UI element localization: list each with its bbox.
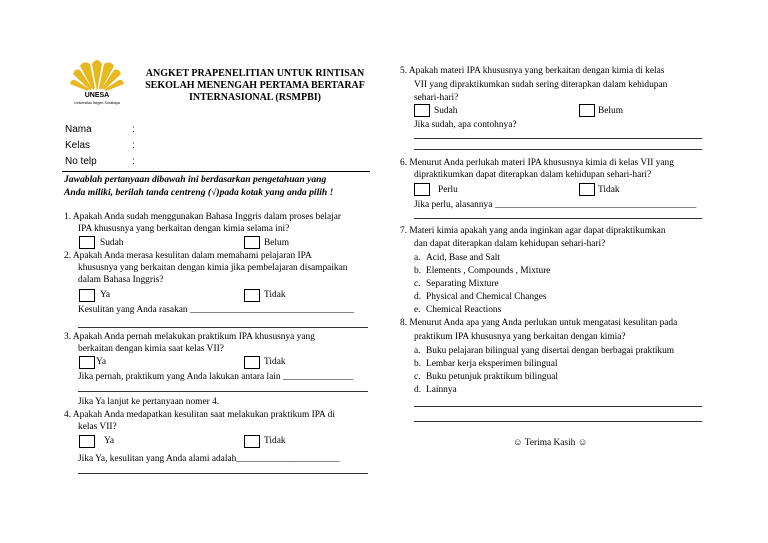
q7-line-2: dan dapat diterapkan dalam kehidupan sehari-hari? <box>414 239 606 249</box>
instruction-rule <box>62 171 370 172</box>
q1-option-sudah: Sudah <box>100 238 124 248</box>
logo-subtext: Universitas Negeri Surabaya <box>74 101 120 105</box>
field-label-telp: No telp <box>65 156 97 167</box>
q3-option-tidak: Tidak <box>264 357 286 367</box>
q4-option-tidak: Tidak <box>264 436 286 446</box>
q2-line-1: 2. Apakah Anda merasa kesulitan dalam memahami pelajaran IPA <box>64 251 312 261</box>
q2-answer-line[interactable] <box>78 327 368 328</box>
q3-followup[interactable]: Jika pernah, praktikum yang Anda lakukan antara lain _______________ <box>78 372 354 382</box>
q7-line-1: 7. Materi kimia apakah yang anda inginkan agar dapat dipraktikumkan <box>400 226 666 236</box>
q2-option-ya: Ya <box>100 290 110 300</box>
q4-answer-line[interactable] <box>78 473 368 474</box>
q8-line-1: 8. Menurut Anda apa yang Anda perlukan untuk mengatasi kesulitan pada <box>400 318 678 328</box>
q4-followup[interactable]: Jika Ya, kesulitan yang Anda alami adalah______________________ <box>78 454 340 464</box>
q8-option-b-letter: b. <box>414 359 422 369</box>
q5-answer-line-2[interactable] <box>414 149 702 150</box>
q8-option-a[interactable]: Buku pelajaran bilingual yang disertai dengan berbagai praktikum <box>426 346 675 356</box>
q2-line-2: khususnya yang berkaitan dengan kimia jika pembelajaran disampaikan <box>78 263 348 273</box>
q6-option-perlu: Perlu <box>438 185 458 195</box>
q8-line-2: praktikum IPA khususnya yang berkaitan dengan kimia? <box>414 332 626 342</box>
q1-line-1: 1. Apakah Anda sudah menggunakan Bahasa Inggris dalam proses belajar <box>64 212 342 222</box>
q6-answer-line[interactable] <box>414 218 702 219</box>
logo-text: UNESA <box>84 92 110 99</box>
q5-line-2: VII yang dipraktikumkan sudah sering diterapkan dalam kehidupan <box>414 80 668 90</box>
q7-option-b-letter: b. <box>414 266 422 276</box>
q5-answer-line-1[interactable] <box>414 138 702 139</box>
q3-checkbox-tidak[interactable] <box>244 356 260 369</box>
q6-option-tidak: Tidak <box>598 185 620 195</box>
q2-line-3: dalam Bahasa Inggris? <box>78 275 164 285</box>
q6-followup[interactable]: Jika perlu, alasannya ___________________________________________ <box>414 200 697 210</box>
thank-you-note: ☺ Terima Kasih ☺ <box>513 438 588 448</box>
q5-option-belum: Belum <box>598 106 623 116</box>
q2-checkbox-tidak[interactable] <box>244 289 260 302</box>
q7-option-d-letter: d. <box>414 292 422 302</box>
q1-option-belum: Belum <box>264 238 289 248</box>
q7-option-e[interactable]: Chemical Reactions <box>426 305 502 315</box>
q7-option-d[interactable]: Physical and Chemical Changes <box>426 292 547 302</box>
q1-checkbox-belum[interactable] <box>244 236 260 249</box>
unesa-logo-icon <box>68 52 126 94</box>
q3-skip-note: Jika Ya lanjut ke pertanyaan nomer 4. <box>78 397 220 407</box>
field-colon-kelas: : <box>132 140 135 151</box>
q4-checkbox-tidak[interactable] <box>244 435 260 448</box>
instruction-line-2: Anda miliki, berilah tanda centreng (√)pada kotak yang anda pilih ! <box>64 187 334 198</box>
instruction-line-1: Jawablah pertanyaan dibawah ini berdasarkan pengetahuan yang <box>64 174 327 185</box>
q5-checkbox-belum[interactable] <box>579 104 595 117</box>
q1-line-2: IPA khususnya yang berkaitan dengan kimia selama ini? <box>78 224 290 234</box>
q8-option-d[interactable]: Lainnya <box>426 385 457 395</box>
q6-line-2: dipraktikumkan dapat diterapkan dalam kehidupan sehari-hari? <box>414 170 652 180</box>
q3-line-2: berkaitan dengan kimia saat kelas VII? <box>78 344 224 354</box>
q8-option-c-letter: c. <box>414 372 421 382</box>
q7-option-c[interactable]: Separating Mixture <box>426 279 499 289</box>
q6-checkbox-perlu[interactable] <box>414 183 430 196</box>
q5-line-3: sehari-hari? <box>414 93 459 103</box>
q5-option-sudah: Sudah <box>434 106 458 116</box>
q8-option-b[interactable]: Lembar kerja eksperimen bilingual <box>426 359 558 369</box>
q4-checkbox-ya[interactable] <box>79 435 95 448</box>
q5-line-1: 5. Apakah materi IPA khususnya yang berkaitan dengan kimia di kelas <box>400 66 665 76</box>
q6-checkbox-tidak[interactable] <box>579 183 595 196</box>
q2-option-tidak: Tidak <box>264 290 286 300</box>
q8-answer-line-1[interactable] <box>414 406 702 407</box>
q6-line-1: 6. Menurut Anda perlukah materi IPA khususnya kimia di kelas VII yang <box>400 158 674 168</box>
q3-checkbox-ya[interactable] <box>79 356 95 369</box>
title-line-2: SEKOLAH MENENGAH PERTAMA BERTARAF <box>145 80 365 91</box>
q8-answer-line-2[interactable] <box>414 421 702 422</box>
q5-followup: Jika sudah, apa contohnya? <box>414 120 517 130</box>
q7-option-a-letter: a. <box>414 253 421 263</box>
q5-checkbox-sudah[interactable] <box>414 104 430 117</box>
q3-option-ya: Ya <box>96 357 106 367</box>
q4-option-ya: Ya <box>104 436 114 446</box>
field-colon-telp: : <box>132 156 135 167</box>
q4-line-1: 4. Apakah Anda medapatkan kesulitan saat melakukan praktikum IPA di <box>64 410 335 420</box>
q3-line-1: 3. Apakah Anda pernah melakukan praktikum IPA khususnya yang <box>64 332 315 342</box>
unesa-logo <box>68 52 126 110</box>
q4-line-2: kelas VII? <box>78 422 117 432</box>
q8-option-d-letter: d. <box>414 385 422 395</box>
title-line-1: ANGKET PRAPENELITIAN UNTUK RINTISAN <box>145 68 365 79</box>
title-line-3: INTERNASIONAL (RSMPBI) <box>189 92 321 103</box>
q3-answer-line[interactable] <box>78 391 368 392</box>
q7-option-e-letter: e. <box>414 305 421 315</box>
q7-option-c-letter: c. <box>414 279 421 289</box>
q7-option-a[interactable]: Acid, Base and Salt <box>426 253 500 263</box>
field-label-nama: Nama <box>65 124 92 135</box>
q2-followup[interactable]: Kesulitan yang Anda rasakan ___________________________________ <box>78 305 355 315</box>
q1-checkbox-sudah[interactable] <box>79 236 95 249</box>
field-colon-nama: : <box>132 124 135 135</box>
q8-option-c[interactable]: Buku petunjuk praktikum bilingual <box>426 372 559 382</box>
q7-option-b[interactable]: Elements , Compounds , Mixture <box>426 266 551 276</box>
field-label-kelas: Kelas <box>65 140 91 151</box>
q8-option-a-letter: a. <box>414 346 421 356</box>
q2-checkbox-ya[interactable] <box>79 289 95 302</box>
